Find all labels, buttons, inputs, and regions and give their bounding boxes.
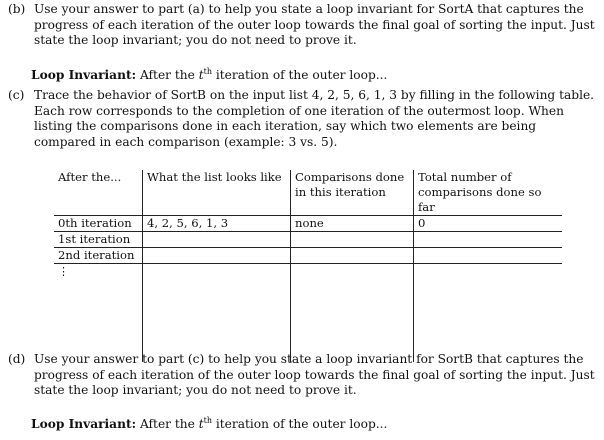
cell-iteration: 0th iteration	[54, 216, 143, 232]
part-d	[8, 352, 598, 399]
loop-invariant-d-pre: After the	[139, 417, 199, 431]
table-header-row	[54, 170, 562, 216]
cell-list[interactable]	[143, 232, 291, 248]
part-c-label: (c)	[8, 88, 25, 102]
part-d-label: (d)	[8, 352, 26, 366]
header-list: What the list looks like	[143, 170, 291, 216]
cell-list: 4, 2, 5, 6, 1, 3	[143, 216, 291, 232]
cell-total[interactable]	[414, 264, 563, 363]
loop-invariant-b-post: iteration of the outer loop...	[211, 68, 388, 82]
header-after: After the...	[58, 170, 122, 184]
loop-invariant-b-sup: th	[203, 66, 212, 76]
cell-iteration: 2nd iteration	[54, 248, 143, 264]
cell-total[interactable]	[414, 248, 563, 264]
part-c	[8, 88, 598, 150]
cell-list[interactable]	[143, 248, 291, 264]
loop-invariant-d-t: t	[198, 417, 204, 431]
loop-invariant-b-pre: After the	[139, 68, 199, 82]
cell-total[interactable]	[414, 232, 563, 248]
part-b-text: Use your answer to part (a) to help you state a loop invariant for SortA that captures the progress of each iteration of the outer loop towards the final goal of sorting the input. Just state the loop invariant; you do not need to prove it.	[34, 2, 595, 47]
header-comparisons: Comparisons done in this iteration	[291, 170, 414, 216]
vertical-ellipsis: ⋮	[54, 264, 143, 363]
cell-iteration: 1st iteration	[54, 232, 143, 248]
trace-table	[54, 170, 562, 362]
part-d-text: Use your answer to part (c) to help you state a loop invariant for SortB that captures the progress of each iteration of the outer loop towards the final goal of sorting the input. Just state the loop invariant; you do not need to prove it.	[34, 352, 595, 397]
header-total: Total number of comparisons done so far	[414, 170, 563, 216]
loop-invariant-d-sup: th	[203, 415, 212, 425]
cell-comparisons[interactable]	[291, 264, 414, 363]
cell-comparisons: none	[291, 216, 414, 232]
cell-total: 0	[414, 216, 563, 232]
loop-invariant-d-label: Loop Invariant:	[31, 417, 137, 431]
cell-comparisons[interactable]	[291, 232, 414, 248]
loop-invariant-b	[31, 68, 387, 82]
loop-invariant-d-post: iteration of the outer loop...	[211, 417, 388, 431]
part-b-label: (b)	[8, 2, 26, 16]
part-c-text: Trace the behavior of SortB on the input list 4, 2, 5, 6, 1, 3 by filling in the following table. Each row corresponds to the completion of one iteration of the outermost loop. When listing the comparisons done in each iteration, say which two elements are being compared in each comparison (example: 3 vs. 5).	[34, 88, 595, 149]
loop-invariant-d	[31, 417, 387, 431]
loop-invariant-b-t: t	[198, 68, 204, 82]
cell-list[interactable]	[143, 264, 291, 363]
table-row	[54, 264, 562, 363]
loop-invariant-b-label: Loop Invariant:	[31, 68, 137, 82]
cell-comparisons[interactable]	[291, 248, 414, 264]
table-row	[54, 232, 562, 248]
table-row	[54, 248, 562, 264]
part-b	[8, 2, 598, 49]
table-row	[54, 216, 562, 232]
